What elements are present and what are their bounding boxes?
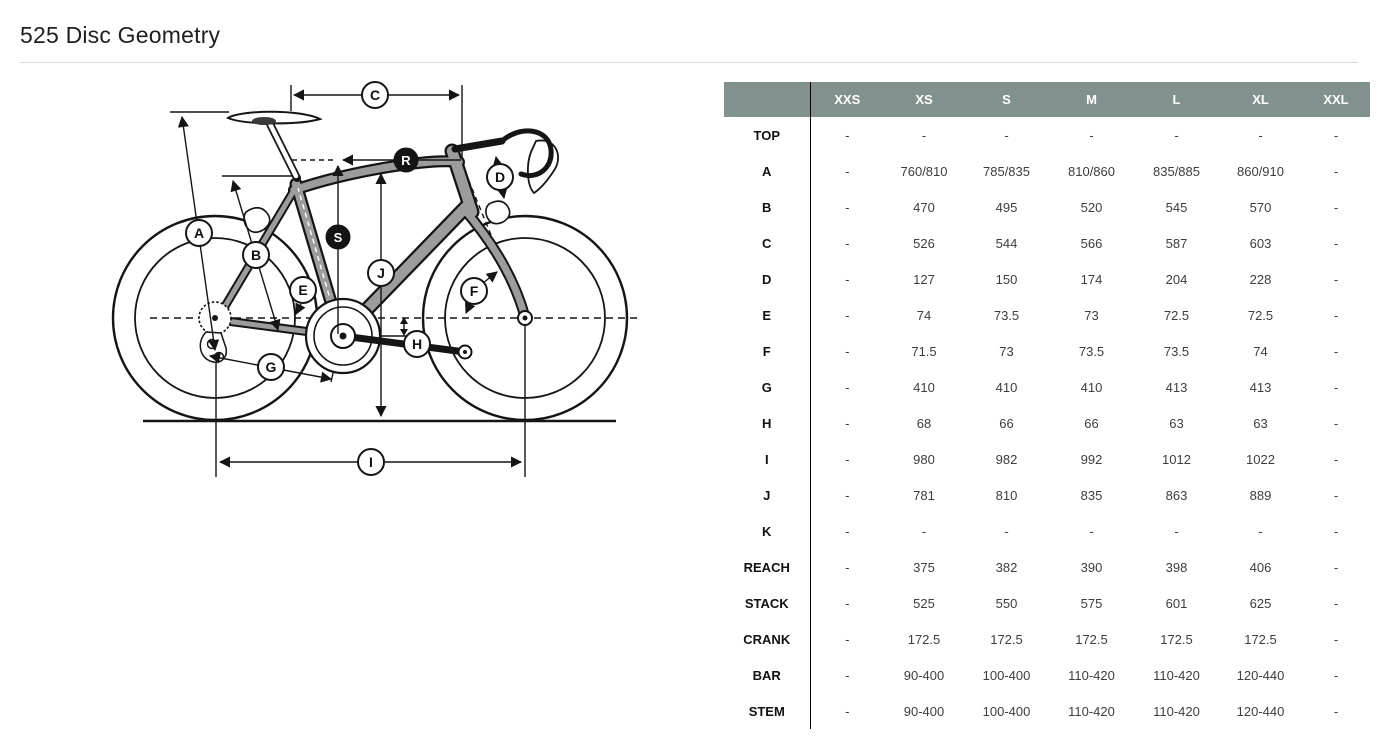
table-row — [724, 189, 1370, 225]
geometry-value-cell: 520 — [1080, 199, 1103, 215]
geometry-value-cell: 110-420 — [1153, 703, 1200, 719]
geometry-value-cell: 566 — [1080, 235, 1103, 251]
geometry-value-cell: - — [1333, 163, 1339, 179]
geometry-value-cell: 63 — [1169, 415, 1184, 431]
table-row — [724, 117, 1370, 153]
geometry-value-cell: 601 — [1165, 595, 1188, 611]
geometry-value-cell: 100-400 — [982, 667, 1031, 683]
table-row — [724, 369, 1370, 405]
geometry-value-cell: 66 — [1084, 415, 1099, 431]
geometry-value-cell: 980 — [913, 451, 935, 467]
geometry-value-cell: - — [845, 703, 850, 719]
table-row — [724, 405, 1370, 441]
geometry-value-cell: 470 — [913, 199, 935, 215]
table-row — [724, 441, 1370, 477]
label-e — [290, 277, 316, 303]
geometry-value-cell: - — [1333, 451, 1339, 467]
geometry-value-cell: 110-420 — [1068, 703, 1115, 719]
front-hub — [518, 311, 532, 325]
table-row — [724, 549, 1370, 585]
geometry-value-cell: - — [845, 559, 850, 575]
geometry-value-cell: - — [921, 523, 927, 539]
geometry-value-cell: 100-400 — [982, 703, 1031, 719]
label-d — [487, 164, 513, 190]
geometry-value-cell: - — [845, 667, 850, 683]
label-g — [258, 354, 284, 380]
geometry-value-cell: - — [845, 415, 850, 431]
geometry-value-cell: - — [1333, 235, 1339, 251]
row-label: C — [724, 225, 810, 261]
size-column-header: XL — [1219, 82, 1302, 117]
geometry-value-cell: 835 — [1080, 487, 1103, 503]
geometry-value-cell: 127 — [913, 271, 935, 287]
row-label: BAR — [724, 657, 810, 693]
geometry-value-cell: 1022 — [1246, 451, 1275, 467]
row-label: STACK — [724, 585, 810, 621]
geometry-value-cell: - — [845, 199, 850, 215]
row-label: A — [724, 153, 810, 189]
geometry-value-cell: - — [1333, 559, 1339, 575]
geometry-value-cell: - — [1258, 127, 1263, 143]
geometry-value-cell: 66 — [999, 415, 1014, 431]
table-row — [724, 585, 1370, 621]
geometry-value-cell: 526 — [913, 235, 935, 251]
geometry-value-cell: 398 — [1165, 559, 1188, 575]
label-a — [186, 220, 212, 246]
geometry-value-cell: 545 — [1165, 199, 1188, 215]
svg-text:I: I — [369, 454, 373, 470]
geometry-value-cell: 625 — [1249, 595, 1272, 611]
geometry-value-cell: 72.5 — [1247, 307, 1274, 323]
row-label: I — [724, 441, 810, 477]
geometry-value-cell: 410 — [1080, 379, 1103, 395]
geometry-value-cell: 410 — [995, 379, 1018, 395]
geometry-value-cell: 382 — [995, 559, 1018, 575]
geometry-value-cell: 413 — [1165, 379, 1188, 395]
geometry-value-cell: - — [845, 595, 850, 611]
geometry-value-cell: - — [845, 379, 850, 395]
geometry-value-cell: 410 — [913, 379, 935, 395]
label-i — [358, 449, 384, 475]
svg-text:A: A — [193, 225, 205, 241]
geometry-value-cell: - — [845, 271, 850, 287]
geometry-value-cell: - — [1258, 523, 1263, 539]
geometry-value-cell: 760/810 — [900, 163, 948, 179]
geometry-table-header — [724, 82, 1370, 117]
svg-text:J: J — [377, 265, 385, 281]
geometry-value-cell: 570 — [1249, 199, 1272, 215]
geometry-value-cell: 810 — [995, 487, 1018, 503]
geometry-value-cell: - — [1089, 523, 1094, 539]
geometry-value-cell: - — [1333, 415, 1339, 431]
geometry-value-cell: - — [1333, 703, 1339, 719]
geometry-value-cell: 73.5 — [993, 307, 1020, 323]
geometry-value-cell: 172.5 — [990, 631, 1023, 647]
size-column-header: L — [1134, 82, 1219, 117]
geometry-value-cell: 150 — [995, 271, 1018, 287]
geometry-value-cell: - — [1004, 523, 1009, 539]
row-label: E — [724, 297, 810, 333]
table-row — [724, 225, 1370, 261]
geometry-value-cell: 73 — [1084, 307, 1099, 323]
geometry-value-cell: 1012 — [1162, 451, 1191, 467]
label-f — [461, 278, 487, 304]
geometry-value-cell: 71.5 — [911, 343, 937, 359]
geometry-value-cell: 495 — [995, 199, 1018, 215]
geometry-value-cell: 835/885 — [1153, 163, 1200, 179]
geometry-value-cell: 413 — [1249, 379, 1272, 395]
row-label: CRANK — [724, 621, 810, 657]
geometry-value-cell: 172.5 — [1075, 631, 1108, 647]
table-row — [724, 297, 1370, 333]
table-row — [724, 333, 1370, 369]
geometry-value-cell: 204 — [1165, 271, 1188, 287]
geometry-value-cell: 863 — [1165, 487, 1188, 503]
svg-text:E: E — [298, 282, 308, 298]
geometry-value-cell: 120-440 — [1236, 703, 1285, 719]
geometry-value-cell: 544 — [995, 235, 1018, 251]
row-label: TOP — [724, 117, 810, 153]
geometry-value-cell: 781 — [913, 487, 935, 503]
row-label: H — [724, 405, 810, 441]
geometry-value-cell: 785/835 — [983, 163, 1030, 179]
geometry-value-cell: 63 — [1253, 415, 1268, 431]
geometry-value-cell: - — [1333, 595, 1339, 611]
geometry-value-cell: - — [845, 163, 850, 179]
row-label: D — [724, 261, 810, 297]
geometry-value-cell: 575 — [1080, 595, 1103, 611]
svg-text:G: G — [265, 359, 277, 375]
geometry-value-cell: 72.5 — [1163, 307, 1190, 323]
geometry-value-cell: 603 — [1249, 235, 1272, 251]
geometry-value-cell: - — [1174, 523, 1179, 539]
table-row — [724, 261, 1370, 297]
geometry-value-cell: 68 — [916, 415, 932, 431]
geometry-value-cell: 73.5 — [1078, 343, 1105, 359]
geometry-value-cell: 73.5 — [1163, 343, 1190, 359]
table-row — [724, 621, 1370, 657]
geometry-value-cell: 90-400 — [903, 667, 945, 683]
geometry-value-cell: 90-400 — [903, 703, 945, 719]
geometry-value-cell: 74 — [1253, 343, 1268, 359]
svg-text:C: C — [369, 87, 381, 103]
row-label: G — [724, 369, 810, 405]
table-row — [724, 657, 1370, 693]
label-b — [243, 242, 269, 268]
row-label: REACH — [724, 549, 810, 585]
size-column-header: XS — [884, 82, 964, 117]
geometry-value-cell: - — [1333, 343, 1339, 359]
geometry-value-cell: - — [845, 343, 850, 359]
geometry-value-cell: 375 — [913, 559, 935, 575]
geometry-value-cell: - — [1333, 667, 1339, 683]
geometry-value-cell: - — [845, 631, 850, 647]
table-row — [724, 153, 1370, 189]
geometry-value-cell: 110-420 — [1068, 667, 1115, 683]
table-row — [724, 513, 1370, 549]
label-h — [404, 331, 430, 357]
geometry-value-cell: - — [845, 523, 850, 539]
table-row — [724, 693, 1370, 729]
geometry-value-cell: - — [1333, 379, 1339, 395]
geometry-value-cell: 860/910 — [1237, 163, 1284, 179]
geometry-value-cell: 982 — [995, 451, 1018, 467]
svg-text:F: F — [469, 283, 479, 299]
geometry-value-cell: - — [845, 127, 850, 143]
geometry-value-cell: - — [1333, 199, 1339, 215]
geometry-value-cell: 992 — [1080, 451, 1103, 467]
size-column-header: XXS — [810, 82, 884, 117]
label-r — [394, 148, 418, 172]
table-row — [724, 477, 1370, 513]
geometry-value-cell: - — [1333, 127, 1339, 143]
geometry-value-cell: 73 — [999, 343, 1014, 359]
geometry-value-cell: 228 — [1249, 271, 1272, 287]
geometry-table-body — [724, 117, 1370, 729]
geometry-value-cell: - — [1333, 523, 1339, 539]
geometry-value-cell: - — [1333, 271, 1339, 287]
geometry-value-cell: 525 — [913, 595, 935, 611]
size-column-header: S — [964, 82, 1049, 117]
svg-text:H: H — [411, 336, 423, 352]
size-column-header: XXL — [1302, 82, 1370, 117]
geometry-value-cell: 120-440 — [1236, 667, 1285, 683]
row-label: J — [724, 477, 810, 513]
geometry-table — [724, 82, 1370, 729]
geometry-value-cell: 587 — [1165, 235, 1188, 251]
geometry-value-cell: 172.5 — [1244, 631, 1277, 647]
rear-cassette — [199, 302, 231, 334]
geometry-value-cell: 406 — [1249, 559, 1272, 575]
geometry-value-cell: - — [845, 451, 850, 467]
bike-geometry-diagram — [0, 0, 700, 500]
size-column-header: M — [1049, 82, 1134, 117]
corner-cell — [724, 82, 810, 117]
geometry-value-cell: - — [845, 235, 850, 251]
row-label: K — [724, 513, 810, 549]
geometry-value-cell: 550 — [995, 595, 1018, 611]
geometry-value-cell: - — [921, 127, 927, 143]
geometry-value-cell: 390 — [1080, 559, 1103, 575]
page-title: 525 Disc Geometry — [20, 22, 221, 48]
geometry-value-cell: 74 — [916, 307, 932, 323]
svg-text:R: R — [401, 153, 411, 168]
geometry-value-cell: 110-420 — [1153, 667, 1200, 683]
svg-text:S: S — [333, 230, 343, 245]
geometry-value-cell: - — [1333, 631, 1339, 647]
geometry-value-cell: - — [1333, 307, 1339, 323]
front-brake-caliper — [486, 201, 510, 224]
dimension-h — [400, 317, 408, 336]
geometry-value-cell: 174 — [1080, 271, 1103, 287]
svg-text:D: D — [494, 169, 506, 185]
geometry-value-cell: 810/860 — [1068, 163, 1115, 179]
label-j — [368, 260, 394, 286]
label-s — [326, 225, 350, 249]
geometry-value-cell: - — [1089, 127, 1094, 143]
label-c — [362, 82, 388, 108]
frame-tubes — [218, 151, 525, 336]
row-label: F — [724, 333, 810, 369]
row-label: B — [724, 189, 810, 225]
geometry-value-cell: 172.5 — [907, 631, 941, 647]
geometry-value-cell: 172.5 — [1160, 631, 1193, 647]
geometry-value-cell: - — [845, 487, 850, 503]
dimension-e — [296, 304, 301, 314]
saddle-and-seatpost — [228, 112, 320, 178]
geometry-value-cell: - — [1333, 487, 1339, 503]
geometry-value-cell: - — [845, 307, 850, 323]
geometry-value-cell: - — [1174, 127, 1179, 143]
svg-text:B: B — [250, 247, 262, 263]
geometry-value-cell: 889 — [1249, 487, 1272, 503]
geometry-value-cell: - — [1004, 127, 1009, 143]
row-label: STEM — [724, 693, 810, 729]
